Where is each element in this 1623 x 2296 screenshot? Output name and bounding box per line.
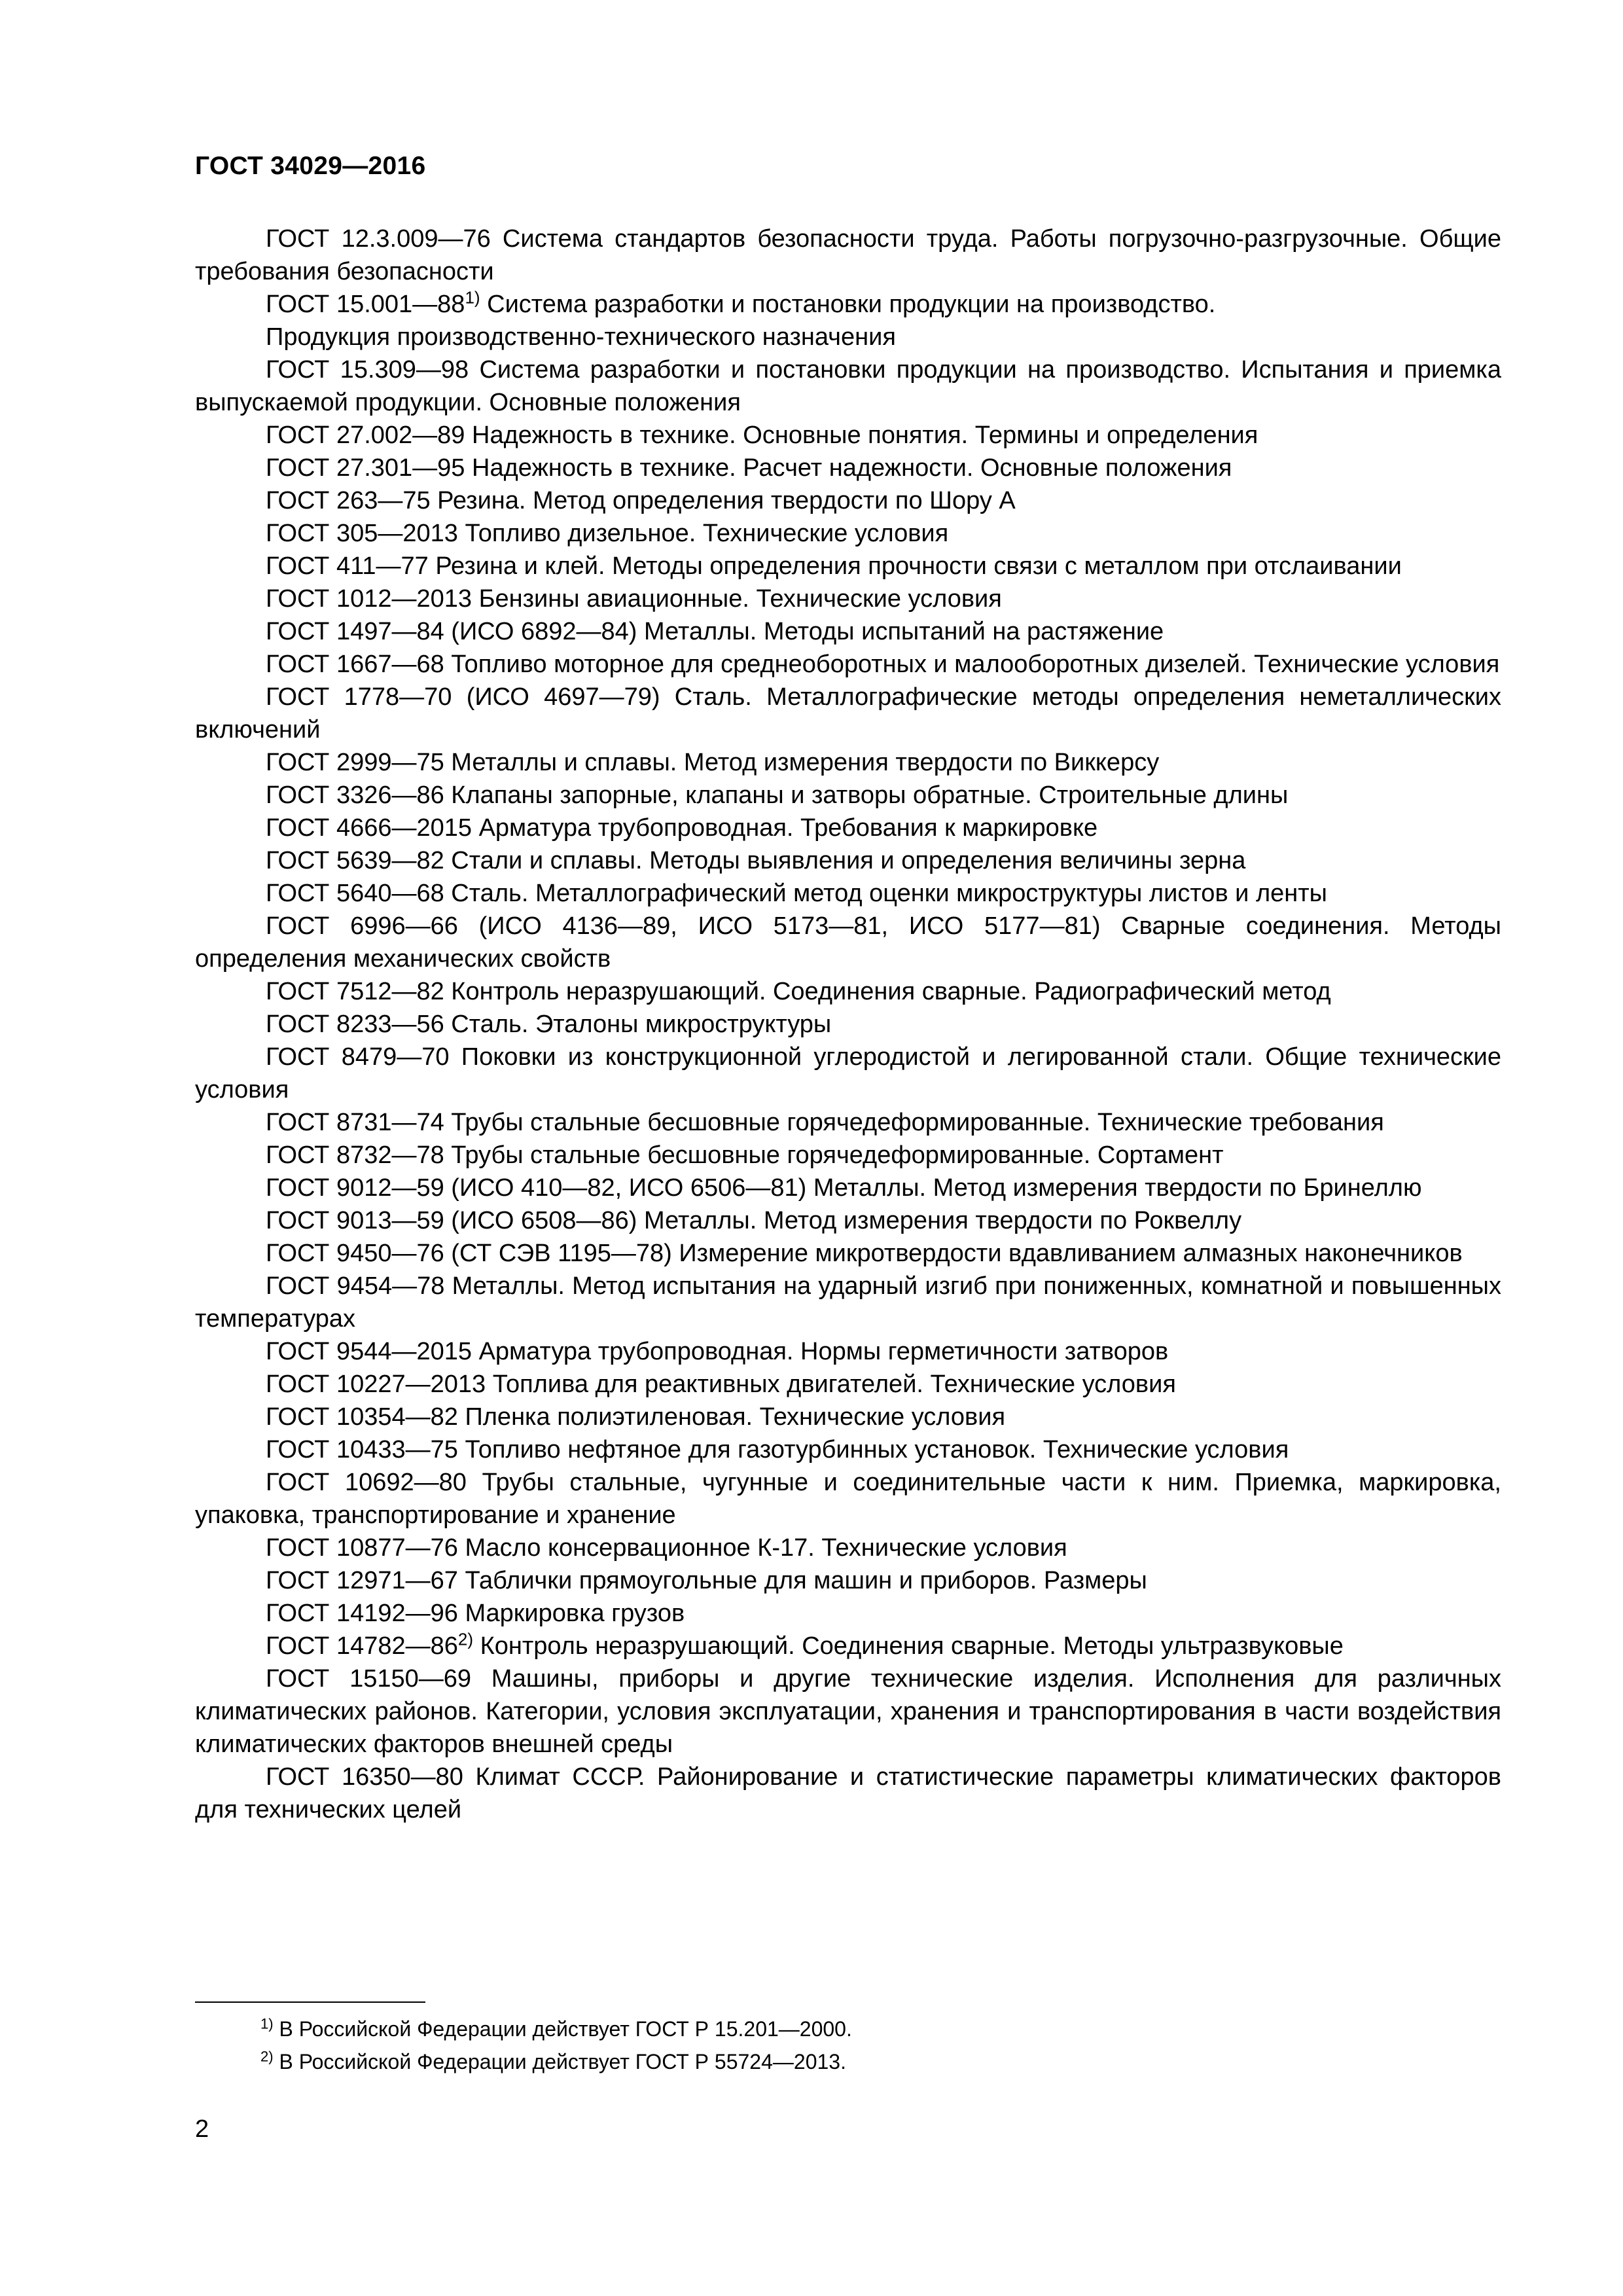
- reference-entry: [195, 1564, 1501, 1597]
- reference-entry: [195, 1597, 1501, 1630]
- reference-text: ГОСТ 14782—86: [266, 1632, 458, 1660]
- reference-entry: [195, 1368, 1501, 1401]
- reference-text: ГОСТ 1012—2013 Бензины авиационные. Технические условия: [266, 585, 1002, 613]
- reference-text: ГОСТ 8732—78 Трубы стальные бесшовные горячедеформированные. Сортамент: [266, 1141, 1224, 1169]
- reference-list: [195, 223, 1501, 1826]
- page-header-title: ГОСТ 34029—2016: [195, 152, 426, 180]
- reference-text: ГОСТ 9013—59 (ИСО 6508—86) Металлы. Метод измерения твердости по Роквеллу: [266, 1207, 1242, 1234]
- reference-entry: [195, 321, 1501, 353]
- reference-entry: [195, 648, 1501, 681]
- reference-text: ГОСТ 8479—70 Поковки из конструкционной углеродистой и легированной стали. Общие технические условия: [195, 1043, 1501, 1103]
- reference-entry: [195, 615, 1501, 648]
- reference-entry: [195, 353, 1501, 419]
- reference-entry: [195, 223, 1501, 288]
- reference-text-continued: Система разработки и постановки продукции на производство.: [480, 291, 1216, 318]
- reference-entry: [195, 1237, 1501, 1270]
- reference-text: ГОСТ 5640—68 Сталь. Металлографический метод оценки микроструктуры листов и ленты: [266, 880, 1327, 907]
- reference-text: ГОСТ 10433—75 Топливо нефтяное для газотурбинных установок. Технические условия: [266, 1436, 1289, 1463]
- page-number: 2: [195, 2115, 209, 2143]
- reference-text: ГОСТ 10877—76 Масло консервационное К-17. Технические условия: [266, 1534, 1067, 1562]
- footnote-separator: [195, 2001, 425, 2003]
- reference-text: ГОСТ 9454—78 Металлы. Метод испытания на ударный изгиб при пониженных, комнатной и повышенных температурах: [195, 1272, 1501, 1333]
- reference-text: ГОСТ 14192—96 Маркировка грузов: [266, 1600, 685, 1627]
- reference-entry: [195, 1662, 1501, 1761]
- reference-entry: [195, 1335, 1501, 1368]
- reference-text: ГОСТ 1667—68 Топливо моторное для среднеоборотных и малооборотных дизелей. Технические условия: [266, 651, 1500, 678]
- reference-entry: [195, 583, 1501, 615]
- footnote-2: [260, 2049, 846, 2075]
- reference-text: ГОСТ 6996—66 (ИСО 4136—89, ИСО 5173—81, ИСО 5177—81) Сварные соединения. Методы определения механических свойств: [195, 912, 1501, 973]
- footnote-text: В Российской Федерации действует ГОСТ Р 55724—2013.: [273, 2050, 846, 2073]
- reference-entry: [195, 779, 1501, 812]
- reference-entry: [195, 1433, 1501, 1466]
- reference-text: ГОСТ 5639—82 Стали и сплавы. Методы выявления и определения величины зерна: [266, 847, 1246, 874]
- reference-entry: [195, 288, 1501, 321]
- reference-entry: [195, 1630, 1501, 1662]
- reference-text: ГОСТ 12971—67 Таблички прямоугольные для машин и приборов. Размеры: [266, 1567, 1147, 1594]
- reference-entry: [195, 1466, 1501, 1532]
- reference-text: ГОСТ 27.301—95 Надежность в технике. Расчет надежности. Основные положения: [266, 454, 1232, 482]
- reference-text: ГОСТ 9012—59 (ИСО 410—82, ИСО 6506—81) Металлы. Метод измерения твердости по Бринеллю: [266, 1174, 1422, 1202]
- reference-text: ГОСТ 7512—82 Контроль неразрушающий. Соединения сварные. Радиографический метод: [266, 978, 1331, 1005]
- reference-entry: [195, 1106, 1501, 1139]
- reference-text: ГОСТ 9544—2015 Арматура трубопроводная. Нормы герметичности затворов: [266, 1338, 1169, 1365]
- reference-text: Продукция производственно-технического назначения: [266, 323, 896, 351]
- reference-entry: [195, 419, 1501, 452]
- footnote-1: [260, 2016, 852, 2042]
- reference-text: ГОСТ 15.001—88: [266, 291, 465, 318]
- reference-entry: [195, 975, 1501, 1008]
- reference-text: ГОСТ 8233—56 Сталь. Эталоны микроструктуры: [266, 1011, 832, 1038]
- reference-entry: [195, 1172, 1501, 1204]
- reference-entry: [195, 910, 1501, 975]
- reference-text-continued: Контроль неразрушающий. Соединения сварные. Методы ультразвуковые: [473, 1632, 1344, 1660]
- reference-entry: [195, 517, 1501, 550]
- footnote-reference-mark: 1): [465, 287, 480, 308]
- reference-text: ГОСТ 15150—69 Машины, приборы и другие технические изделия. Исполнения для различных климатических районов. Категории, условия эксплуатации, хранения и транспортирования в части воздействия климатических факторов внешней среды: [195, 1665, 1501, 1758]
- reference-text: ГОСТ 8731—74 Трубы стальные бесшовные горячедеформированные. Технические требования: [266, 1109, 1384, 1136]
- reference-text: ГОСТ 10354—82 Пленка полиэтиленовая. Технические условия: [266, 1403, 1006, 1431]
- reference-entry: [195, 1401, 1501, 1433]
- reference-text: ГОСТ 15.309—98 Система разработки и постановки продукции на производство. Испытания и приемка выпускаемой продукции. Основные положения: [195, 356, 1501, 416]
- reference-entry: [195, 452, 1501, 484]
- reference-entry: [195, 1041, 1501, 1106]
- footnote-mark: 2): [260, 2048, 274, 2065]
- reference-text: ГОСТ 16350—80 Климат СССР. Районирование и статистические параметры климатических факторов для технических целей: [195, 1763, 1501, 1823]
- reference-entry: [195, 484, 1501, 517]
- reference-entry: [195, 1204, 1501, 1237]
- reference-text: ГОСТ 4666—2015 Арматура трубопроводная. Требования к маркировке: [266, 814, 1098, 842]
- reference-entry: [195, 1008, 1501, 1041]
- reference-entry: [195, 1270, 1501, 1335]
- reference-text: ГОСТ 3326—86 Клапаны запорные, клапаны и затворы обратные. Строительные длины: [266, 781, 1289, 809]
- reference-entry: [195, 1139, 1501, 1172]
- reference-entry: [195, 550, 1501, 583]
- footnote-text: В Российской Федерации действует ГОСТ Р 15.201—2000.: [273, 2017, 852, 2041]
- reference-text: ГОСТ 411—77 Резина и клей. Методы определения прочности связи с металлом при отслаивании: [266, 552, 1402, 580]
- reference-entry: [195, 877, 1501, 910]
- reference-text: ГОСТ 1497—84 (ИСО 6892—84) Металлы. Методы испытаний на растяжение: [266, 618, 1164, 645]
- reference-entry: [195, 812, 1501, 844]
- reference-entry: [195, 844, 1501, 877]
- reference-text: ГОСТ 27.002—89 Надежность в технике. Основные понятия. Термины и определения: [266, 422, 1258, 449]
- reference-text: ГОСТ 2999—75 Металлы и сплавы. Метод измерения твердости по Виккерсу: [266, 749, 1160, 776]
- footnote-reference-mark: 2): [457, 1629, 474, 1649]
- reference-entry: [195, 1761, 1501, 1826]
- reference-text: ГОСТ 10692—80 Трубы стальные, чугунные и соединительные части к ним. Приемка, маркировка, упаковка, транспортирование и хранение: [195, 1469, 1501, 1529]
- reference-text: ГОСТ 12.3.009—76 Система стандартов безопасности труда. Работы погрузочно-разгрузочные. Общие требования безопасности: [195, 225, 1501, 285]
- reference-entry: [195, 681, 1501, 746]
- reference-text: ГОСТ 305—2013 Топливо дизельное. Технические условия: [266, 520, 949, 547]
- reference-text: ГОСТ 263—75 Резина. Метод определения твердости по Шору А: [266, 487, 1016, 514]
- footnote-mark: 1): [260, 2015, 274, 2032]
- reference-text: ГОСТ 10227—2013 Топлива для реактивных двигателей. Технические условия: [266, 1371, 1176, 1398]
- reference-entry: [195, 746, 1501, 779]
- reference-text: ГОСТ 9450—76 (СТ СЭВ 1195—78) Измерение микротвердости вдавливанием алмазных наконечников: [266, 1240, 1463, 1267]
- reference-text: ГОСТ 1778—70 (ИСО 4697—79) Сталь. Металлографические методы определения неметаллических включений: [195, 683, 1501, 744]
- reference-entry: [195, 1532, 1501, 1564]
